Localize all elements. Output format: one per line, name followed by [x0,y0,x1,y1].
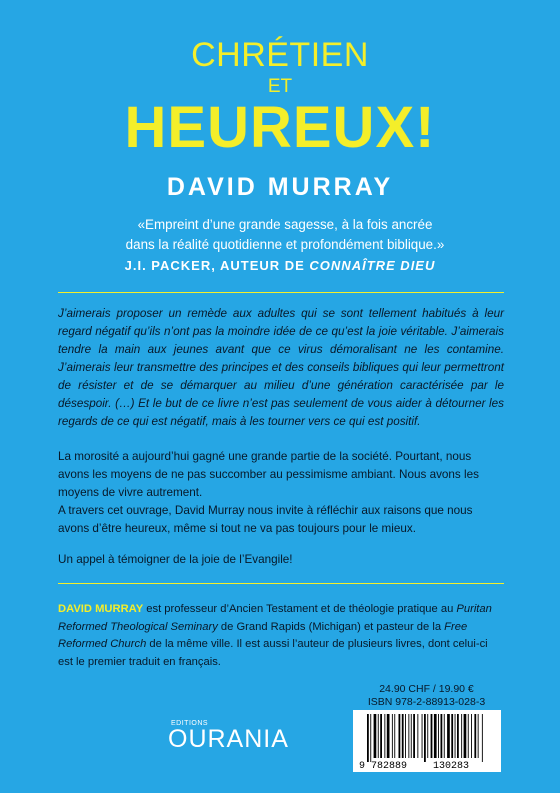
bio-seminary: Puritan Reformed Theological Seminary [58,603,492,633]
barcode-bar [461,714,462,758]
cover-title-line3: HEUREUX! [124,95,436,160]
quote-attribution [0,258,560,273]
barcode-bar [417,714,418,758]
barcode-bar [384,714,385,758]
barcode-bar [464,714,467,758]
barcode-bar [408,714,409,758]
barcode-bar [392,714,393,758]
cover-title-line1: CHRÉTIEN [191,36,369,74]
barcode-bar [411,714,412,758]
barcode-svg [353,710,501,772]
quote-line-1: «Empreint d’une grande sagesse, à la fois ancrée [137,217,433,232]
barcode-bar [444,714,445,758]
barcode-bar [447,714,450,758]
barcode-digit-first: 9 [359,761,366,772]
attribution-prefix: J.I. PACKER, AUTEUR DE [124,258,310,273]
barcode-bar [422,714,423,758]
price-block [353,683,500,709]
bio-text-3: de la même ville. Il est aussi l’auteur de plusieurs livres, dont celui-ci est le premier traduit en français. [58,638,488,668]
barcode-digits-group2: 130283 [433,761,470,772]
attribution-book: CONNAÎTRE DIEU [309,258,436,273]
endorsement-quote [85,215,485,255]
body-paragraph-1: La morosité a aujourd’hui gagné une grande partie de la société. Pourtant, nous avons les moyens de ne pas succomber au pessimisme ambiant. Nous avons les moyens de vivre autrement. [58,450,479,499]
barcode-bar [471,714,472,758]
barcode-bar [405,714,406,758]
barcode-bar [367,714,369,762]
publisher-small: EDITIONS [171,720,209,727]
barcode-bar [468,714,469,758]
barcode-digits-group1: 782889 [371,761,408,772]
cover-title-line2: ET [267,76,293,97]
divider-top [58,292,504,293]
barcode-bar [424,714,426,762]
barcode-bar [438,714,439,758]
bio-name: DAVID MURRAY [58,603,144,615]
barcode-bar [402,714,404,758]
barcode-bar [370,714,371,762]
barcode-bar [387,714,390,758]
excerpt-italic-paragraph: J’aimerais proposer un remède aux adultes qui se sont tellement habitués à leur regard négatif qu’ils n’ont pas la moindre idée de ce qu’est la joie véritable. J’aimerais tendre la main aux jeunes avant que ce virus démoralisant ne les contamine. J’aimerais leur transmettre des principes et des conseils bibliques qui leur permettront de résister et de se démarquer au milieu d’une génération caractérisée par le désespoir. (…) Et le but de ce livre n’est pas seulement de vous aider à détourner les regards de ce qui est négatif, mais à les tourner vers ce qui est positif. [58,307,504,428]
barcode-bar [451,714,453,758]
divider-bottom [58,583,504,584]
author-bio [58,601,504,671]
barcode-bar [378,714,379,758]
barcode-bar [394,714,395,758]
publisher-logo [168,720,289,754]
barcode-bar [413,714,415,758]
body-paragraph-2: A travers cet ouvrage, David Murray nous invite à réfléchir aux raisons que nous avons d’être heureux, même si tout ne va pas toujours pour le mieux. [58,504,473,535]
barcode-bar [399,714,401,758]
isbn-line: ISBN 978-2-88913-028-3 [367,696,486,708]
barcode [353,710,501,772]
barcode-bar [441,714,443,758]
bio-text-2: de Grand Rapids (Michigan) et pasteur de la [217,620,445,633]
barcode-bar [455,714,456,758]
barcode-bar [427,714,428,758]
barcode-bar [434,714,437,758]
barcode-bar [374,714,377,758]
barcode-bar [478,714,479,758]
price-line: 24.90 CHF / 19.90 € [379,683,474,695]
barcode-bar [457,714,459,758]
barcode-bar [482,714,483,762]
barcode-bar [474,714,476,758]
bio-church: Free Reformed Church [58,620,468,650]
body-paragraph-3: Un appel à témoigner de la joie de l’Evangile! [58,553,293,566]
publisher-name: OURANIA [168,725,289,753]
bio-text-1: est professeur d’Ancien Testament et de théologie pratique au [143,603,457,615]
barcode-bar [431,714,433,758]
author-name: DAVID MURRAY [166,173,394,201]
quote-line-2: dans la réalité quotidienne et profondément biblique.» [125,237,445,252]
barcode-bar [380,714,382,758]
